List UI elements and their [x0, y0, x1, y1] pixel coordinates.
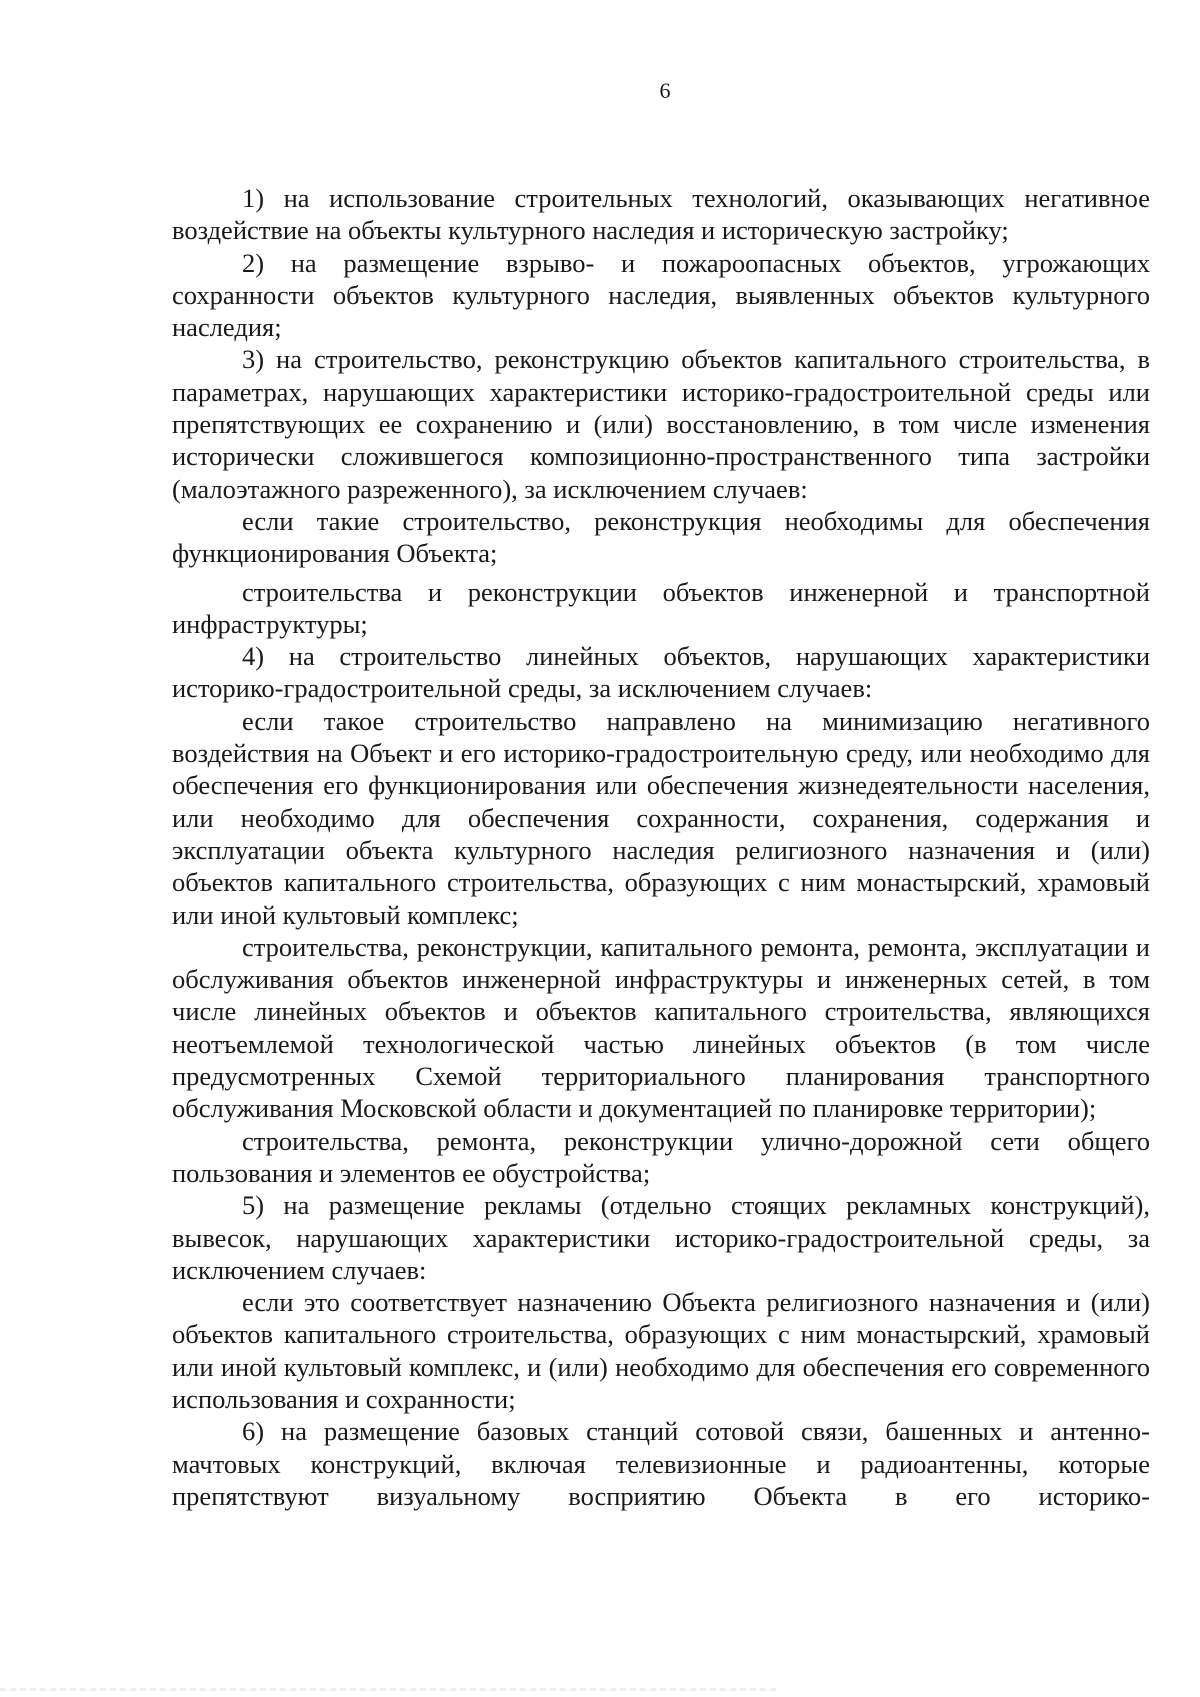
paragraph-item-1: 1) на использование строительных технологий, оказывающих негативное воздействие на объекты культурного наследия и историческую застройку; — [172, 183, 1150, 246]
paragraph-item-5: 5) на размещение рекламы (отдельно стоящих рекламных конструкций), вывесок, нарушающих характеристики историко-градостроительной среды, за исключением случаев: — [172, 1190, 1150, 1285]
paragraph-exception-infrastructure: строительства и реконструкции объектов инженерной и транспортной инфраструктуры; — [172, 576, 1150, 639]
paragraph-exception-road-network: строительства, ремонта, реконструкции улично-дорожной сети общего пользования и элементов ее обустройства; — [172, 1125, 1150, 1188]
page-number: 6 — [659, 78, 671, 103]
scan-edge-artifact — [0, 1688, 780, 1691]
paragraph-exception-religious: если это соответствует назначению Объекта религиозного назначения и (или) объектов капитального строительства, образующих с ним монастырский, храмовый или иной культовый комплекс, и (или) необходимо для обеспечения его современного использования и сохранности; — [172, 1287, 1150, 1414]
paragraph-item-4: 4) на строительство линейных объектов, нарушающих характеристики историко-градостроительной среды, за исключением случаев: — [172, 641, 1150, 704]
paragraph-item-3: 3) на строительство, реконструкцию объектов капитального строительства, в параметрах, нарушающих характеристики историко-градостроительной среды или препятствующих ее сохранению и (или) восстановлению, в том числе изменения исторически сложившегося композиционно-пространственного типа застройки (малоэтажного разреженного), за исключением случаев: — [172, 344, 1150, 504]
paragraph-exception-functioning: если такие строительство, реконструкция необходимы для обеспечения функционирования Объекта; — [172, 505, 1150, 569]
document-body — [172, 182, 1150, 1512]
paragraph-exception-engineering: строительства, реконструкции, капитального ремонта, ремонта, эксплуатации и обслуживания объектов инженерной инфраструктуры и инженерных сетей, в том числе линейных объектов и объектов капитального строительства, являющихся неотъемлемой технологической частью линейных объектов (в том числе предусмотренных Схемой территориального планирования транспортного обслуживания Московской области и документацией по планировке территории); — [172, 931, 1150, 1124]
paragraph-item-6: 6) на размещение базовых станций сотовой связи, башенных и антенно-мачтовых конструкций, включая телевизионные и радиоантенны, которые препятствуют визуальному восприятию Объекта в его историко- — [172, 1416, 1150, 1511]
paragraph-item-2: 2) на размещение взрыво- и пожароопасных объектов, угрожающих сохранности объектов культурного наследия, выявленных объектов культурного наследия; — [172, 247, 1150, 343]
paragraph-exception-minimization: если такое строительство направлено на минимизацию негативного воздействия на Объект и его историко-градостроительную среду, или необходимо для обеспечения его функционирования или обеспечения жизнедеятельности населения, или необходимо для обеспечения сохранности, сохранения, содержания и эксплуатации объекта культурного наследия религиозного назначения и (или) объектов капитального строительства, образующих с ним монастырский, храмовый или иной культовый комплекс; — [172, 705, 1150, 930]
